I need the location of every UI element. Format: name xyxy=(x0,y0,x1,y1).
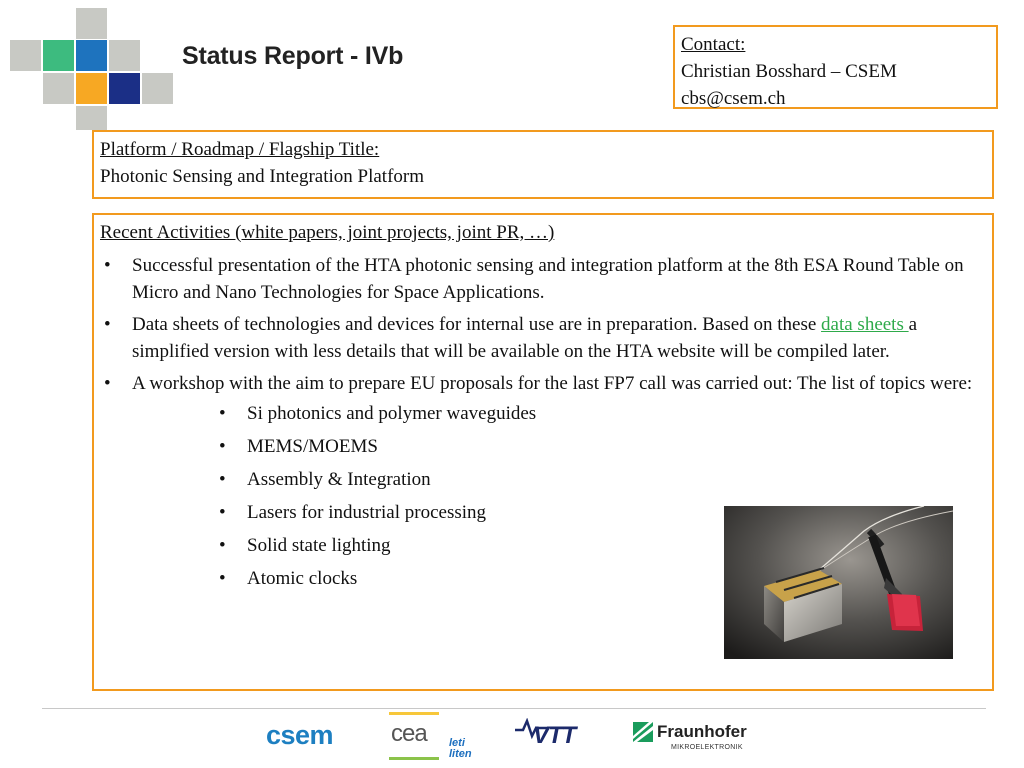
logo-tile xyxy=(76,106,107,130)
logo-tile xyxy=(43,40,74,71)
platform-heading: Platform / Roadmap / Flagship Title: xyxy=(100,139,380,160)
logo-tile xyxy=(43,73,74,104)
platform-box xyxy=(92,130,994,199)
logo-tile xyxy=(10,40,41,71)
fraunhofer-mark-icon xyxy=(633,722,653,742)
contact-heading: Contact: xyxy=(681,34,746,55)
topic-item: • Assembly & Integration xyxy=(132,466,982,493)
list-item xyxy=(100,252,982,306)
topic-item: • Si photonics and polymer waveguides xyxy=(132,400,982,427)
logo-tile xyxy=(109,40,140,71)
footer-divider xyxy=(42,708,986,709)
cea-logo xyxy=(389,712,439,760)
fraunhofer-logo xyxy=(633,722,758,758)
topic-item: • Solid state lighting xyxy=(132,532,982,559)
topic-item: • MEMS/MOEMS xyxy=(132,433,982,460)
activity-text: Data sheets of technologies and devices for internal use are in preparation. Based on these xyxy=(132,314,822,335)
leti-logo xyxy=(449,738,472,760)
contact-name: Christian Bosshard – CSEM xyxy=(681,61,897,82)
contact-email: cbs@csem.ch xyxy=(681,88,786,109)
logo-tile xyxy=(142,73,173,104)
page-title: Status Report - IVb xyxy=(182,42,404,70)
contact-box xyxy=(673,25,998,109)
logo-tile xyxy=(76,73,107,104)
topic-item: • Lasers for industrial processing xyxy=(132,499,982,526)
fraunhofer-subtitle: MIKROELEKTRONIK xyxy=(671,744,743,751)
device-photo xyxy=(724,506,953,659)
logo-tile xyxy=(76,8,107,39)
cea-wordmark: cea xyxy=(391,720,427,747)
vtt-logo xyxy=(515,718,590,748)
data-sheets-link[interactable]: data sheets xyxy=(821,314,909,335)
activity-text: A workshop with the aim to prepare EU proposals for the last FP7 call was carried out: The list of topics were: xyxy=(132,373,973,394)
activities-heading: Recent Activities (white papers, joint projects, joint PR, …) xyxy=(100,222,555,243)
platform-name: Photonic Sensing and Integration Platform xyxy=(100,166,425,187)
vtt-wordmark: VTT xyxy=(533,722,576,749)
cea-bottom-bar xyxy=(389,757,439,760)
topic-item: • Atomic clocks xyxy=(132,565,982,592)
activity-text: a simplified version with less details that will be available on the HTA website will be compiled later. xyxy=(132,314,918,362)
liten-text: liten xyxy=(449,748,472,760)
logo-tile xyxy=(109,73,140,104)
list-item xyxy=(100,311,982,365)
activity-text: Successful presentation of the HTA photonic sensing and integration platform at the 8th ESA Round Table on Micro and Nano Technologies for Space Applications. xyxy=(132,255,964,303)
leti-text: leti xyxy=(449,737,465,749)
cea-top-bar xyxy=(389,712,439,715)
csem-logo: csem xyxy=(266,720,334,750)
fraunhofer-wordmark: Fraunhofer xyxy=(657,722,747,741)
logo-tile xyxy=(76,40,107,71)
